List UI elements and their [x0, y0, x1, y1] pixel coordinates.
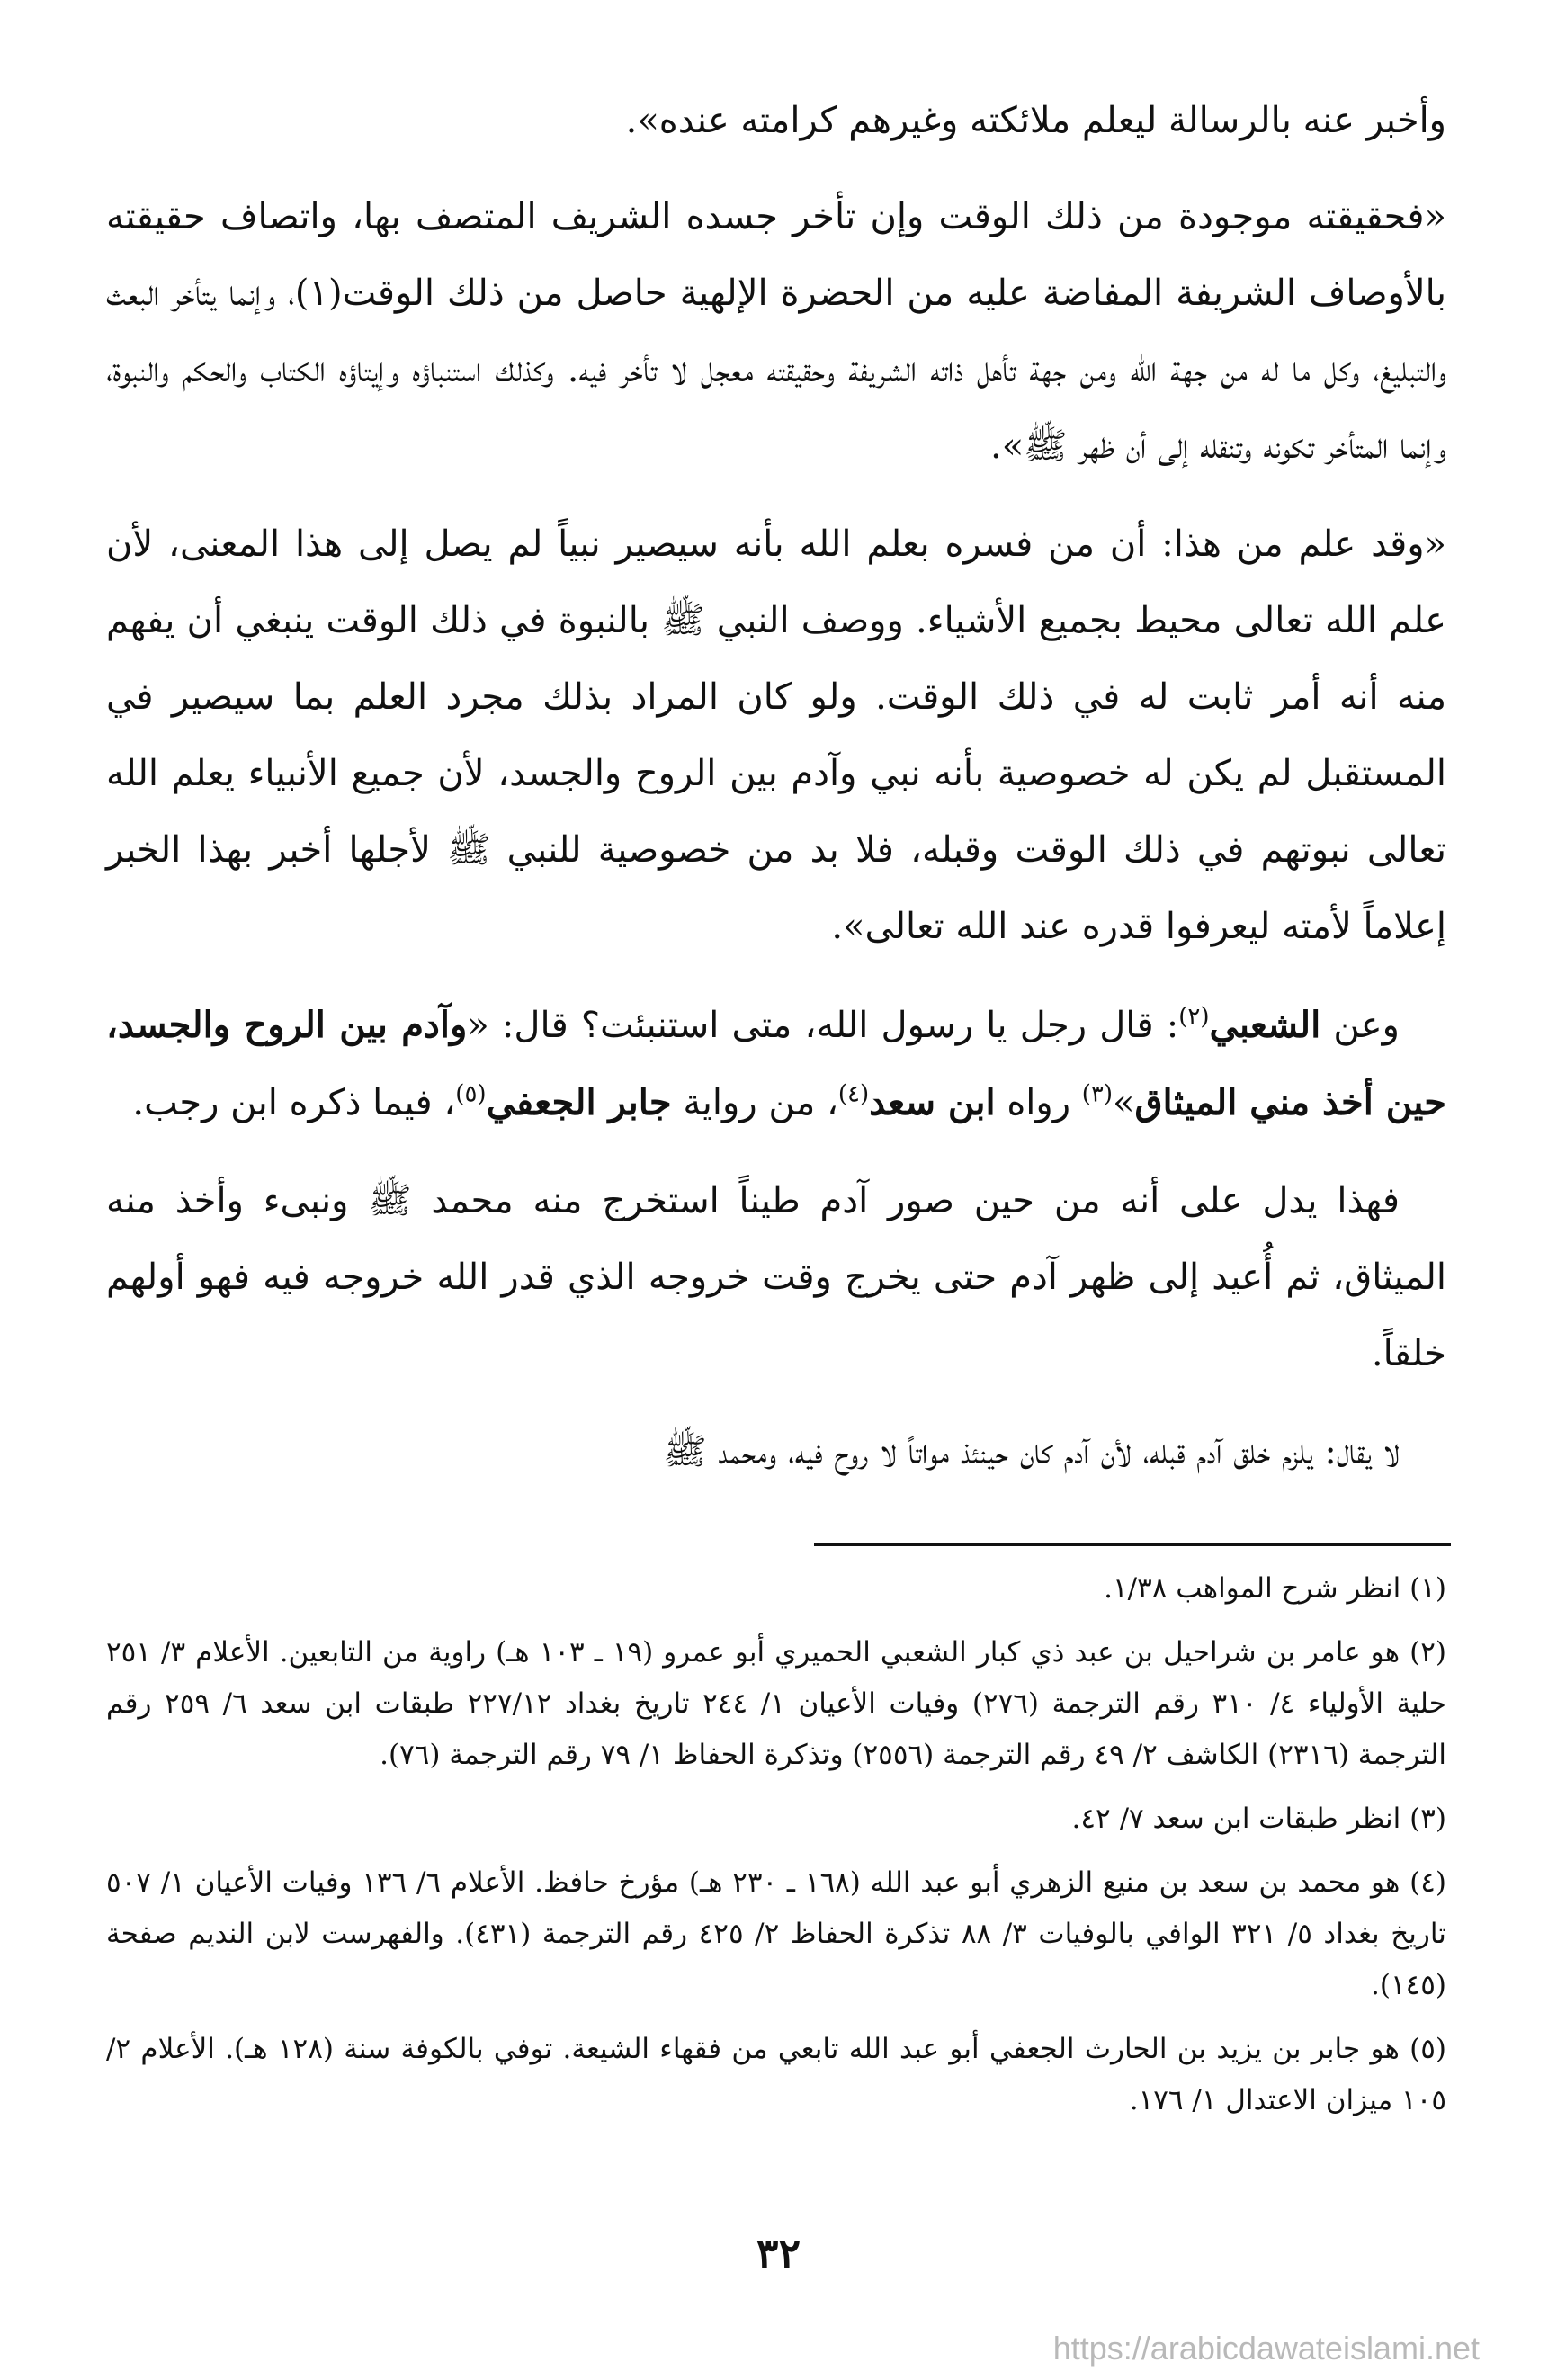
- text-run: ، من رواية: [671, 1082, 838, 1123]
- paragraph-1: وأخبر عنه بالرسالة ليعلم ملائكته وغيرهم كرامته عنده».: [625, 100, 1446, 141]
- text-run: »: [1113, 1082, 1135, 1123]
- footnote-text: هو عامر بن شراحيل بن عبد ذي كبار الشعبي الحميري أبو عمرو (١٩ ـ ١٠٣ هـ) راوية من التابعين. الأعلام ٣/ ٢٥١ حلية الأولياء ٤/ ٣١٠ رقم الترجمة (٢٧٦) وفيات الأعيان ١/ ٢٤٤ تاريخ بغداد ٢٢٧/١٢ طبقات ابن سعد ٦/ ٢٥٩ رقم الترجمة (٢٣١٦) الكاشف ٢/ ٤٩ رقم الترجمة (٢٥٥٦) وتذكرة الحفاظ ١/ ٧٩ رقم الترجمة (٧٦).: [106, 1636, 1446, 1771]
- paragraph-5: فهذا يدل على أنه من حين صور آدم طيناً استخرج منه محمد ﷺ ونبىء وأخذ منه الميثاق، ثم أُعيد إلى ظهر آدم حتى يخرج وقت خروجه الذي قدر الله خروجه فيه فهو أولهم خلقاً.: [106, 1180, 1446, 1374]
- name-ibn-saad: ابن سعد: [869, 1081, 996, 1123]
- text-run: وعن: [1320, 1005, 1400, 1046]
- footnote-3: [106, 1794, 1446, 1845]
- paragraph-2: «فحقيقته موجودة من ذلك الوقت وإن تأخر جسده الشريف المتصف بها، واتصاف حقيقته بالأوصاف الشريفة المفاضة عليه من الحضرة الإلهية حاصل من ذلك الوقت(١)، وإنما يتأخر البعث والتبليغ، وكل ما له من جهة الله ومن جهة تأهل ذاته الشريفة وحقيقته معجل لا تأخر فيه. وكذلك استنباؤه وإيتاؤه الكتاب والحكم والنبوة، وإنما المتأخر تكونه وتنقله إلى أن ظهر ﷺ».: [106, 196, 1446, 467]
- footnote-number: (١): [1409, 1572, 1446, 1605]
- footnote-1: [106, 1563, 1446, 1615]
- watermark-url[interactable]: https://arabicdawateislami.net: [1052, 2330, 1480, 2367]
- footnote-text: انظر طبقات ابن سعد ٧/ ٤٢.: [1071, 1803, 1401, 1835]
- paragraph-3: «وقد علم من هذا: أن من فسره بعلم الله بأنه سيصير نبياً لم يصل إلى هذا المعنى، لأن علم الله تعالى محيط بجميع الأشياء. ووصف النبي ﷺ بالنبوة في ذلك الوقت ينبغي أن يفهم منه أنه أمر ثابت له في ذلك الوقت. ولو كان المراد بذلك مجرد العلم بما سيصير في المستقبل لم يكن له خصوصية بأنه نبي وآدم بين الروح والجسد، لأن جميع الأنبياء يعلم الله تعالى نبوتهم في ذلك الوقت وقبله، فلا بد من خصوصية للنبي ﷺ لأجلها أخبر بهذا الخبر إعلاماً لأمته ليعرفوا قدره عند الله تعالى».: [106, 523, 1446, 947]
- paragraph-4: [106, 987, 1446, 1141]
- footnote-5: [106, 2024, 1446, 2126]
- footnote-ref-3: (٣): [1081, 1080, 1114, 1108]
- paragraph-6: لا يقال: يلزم خلق آدم قبله، لأن آدم كان حينئذ مواتاً لا روح فيه، ومحمد ﷺ: [663, 1431, 1400, 1472]
- hadith-quote: وآدم بين الروح والجسد، حين أخذ مني الميثاق: [106, 1004, 1446, 1123]
- name-jabir: جابر الجعفي: [486, 1081, 672, 1123]
- footnote-4: [106, 1857, 1446, 2011]
- footnote-ref-5: (٥): [455, 1080, 487, 1108]
- footnote-number: (٣): [1409, 1803, 1446, 1835]
- footnote-text: انظر شرح المواهب ١/٣٨.: [1104, 1572, 1401, 1605]
- page-number: ٣٢: [756, 2229, 801, 2277]
- footnote-2: [106, 1627, 1446, 1781]
- main-text: [106, 83, 1446, 1512]
- footnote-ref-2: (٢): [1178, 1003, 1210, 1031]
- footnote-divider: [814, 1543, 1451, 1546]
- text-run: : قال رجل يا رسول الله، متى استنبئت؟ قال: «: [467, 1005, 1179, 1046]
- footnote-text: هو محمد بن سعد بن منيع الزهري أبو عبد الله (١٦٨ ـ ٢٣٠ هـ) مؤرخ حافظ. الأعلام ٦/ ١٣٦ وفيات الأعيان ١/ ٥٠٧ تاريخ بغداد ٥/ ٣٢١ الوافي بالوفيات ٣/ ٨٨ تذكرة الحفاظ ٢/ ٤٢٥ رقم الترجمة (٤٣١). والفهرست لابن النديم صفحة (١٤٥).: [106, 1866, 1446, 2001]
- footnote-number: (٢): [1409, 1636, 1446, 1669]
- footnote-ref-4: (٤): [837, 1080, 870, 1108]
- footnotes: [106, 1563, 1446, 2139]
- footnote-number: (٥): [1409, 2033, 1447, 2065]
- footnote-text: هو جابر بن يزيد بن الحارث الجعفي أبو عبد الله تابعي من فقهاء الشيعة. توفي بالكوفة سنة (١٢٨ هـ). الأعلام ٢/ ١٠٥ ميزان الاعتدال ١/ ١٧٦.: [106, 2033, 1446, 2116]
- text-run: ، فيما ذكره ابن رجب.: [132, 1082, 456, 1123]
- footnote-number: (٤): [1409, 1866, 1446, 1899]
- text-run: رواه: [995, 1082, 1082, 1123]
- name-shabi: الشعبي: [1209, 1004, 1321, 1046]
